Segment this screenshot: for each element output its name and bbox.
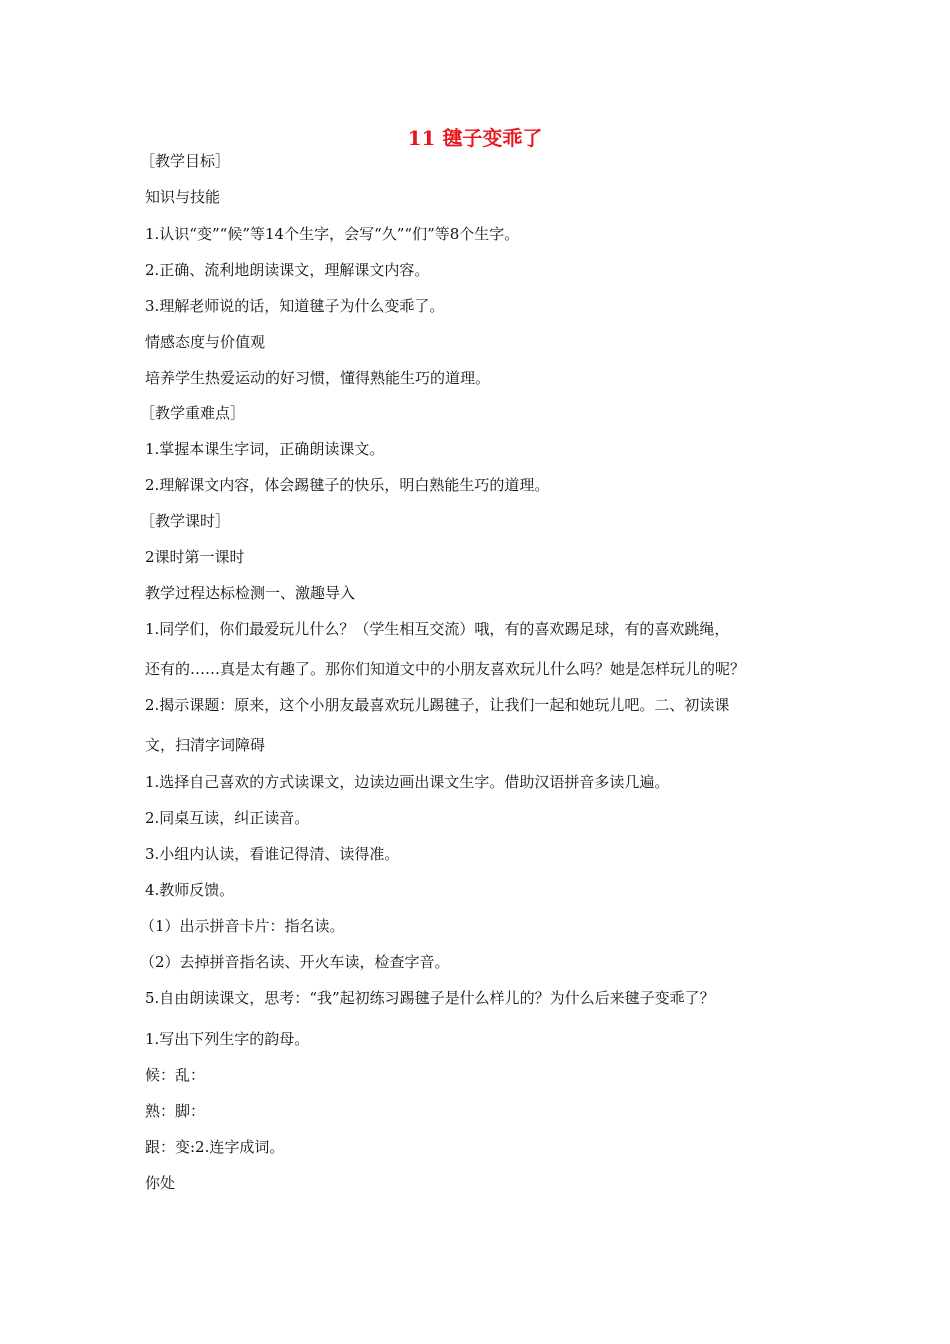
paragraph-line: 1.掌握本课生字词，正确朗读课文。 bbox=[145, 440, 385, 458]
paragraph-line: 3.理解老师说的话，知道毽子为什么变乖了。 bbox=[145, 297, 445, 315]
paragraph-line: 文，扫清字词障碍 bbox=[145, 736, 266, 754]
paragraph-line: 培养学生热爱运动的好习惯，懂得熟能生巧的道理。 bbox=[145, 369, 491, 387]
exercise-line: 熟：脚： bbox=[145, 1102, 206, 1120]
paragraph-line: 1.认识“变”“候”等14个生字，会写“久”“们”等8个生字。 bbox=[145, 225, 520, 243]
paragraph-line: （2）去掉拼音指名读、开火车读，检查字音。 bbox=[140, 953, 450, 971]
paragraph-line: 2.正确、流利地朗读课文，理解课文内容。 bbox=[145, 261, 430, 279]
paragraph-line: 2.揭示课题：原来，这个小朋友最喜欢玩儿踢毽子，让我们一起和她玩儿吧。二、初读课 bbox=[145, 696, 730, 714]
paragraph-line: 3.小组内认读，看谁记得清、读得准。 bbox=[145, 845, 400, 863]
paragraph-line: 2.同桌互读，纠正读音。 bbox=[145, 809, 310, 827]
paragraph-line: 1.同学们，你们最爱玩儿什么？（学生相互交流）哦，有的喜欢踢足球，有的喜欢跳绳， bbox=[145, 620, 730, 638]
section-heading-class-hours: ［教学课时］ bbox=[140, 512, 231, 530]
subheading-knowledge-skills: 知识与技能 bbox=[145, 188, 221, 206]
paragraph-line: 2.理解课文内容，体会踢毽子的快乐，明白熟能生巧的道理。 bbox=[145, 476, 550, 494]
exercise-line: 候：乱： bbox=[145, 1066, 206, 1084]
document-title: 11 毽子变乖了 bbox=[407, 126, 543, 150]
section-heading-key-points: ［教学重难点］ bbox=[140, 404, 246, 422]
exercise-line: 1.写出下列生字的韵母。 bbox=[145, 1030, 310, 1048]
paragraph-line: 教学过程达标检测一、激趣导入 bbox=[145, 584, 356, 602]
paragraph-line: （1）出示拼音卡片：指名读。 bbox=[140, 917, 345, 935]
paragraph-line: 2课时第一课时 bbox=[145, 548, 245, 566]
exercise-line: 跟：变:2.连字成词。 bbox=[145, 1138, 285, 1156]
paragraph-line: 5.自由朗读课文，思考：“我”起初练习踢毽子是什么样儿的？为什么后来毽子变乖了？ bbox=[145, 989, 715, 1007]
subheading-attitude-values: 情感态度与价值观 bbox=[145, 333, 266, 351]
paragraph-line: 还有的……真是太有趣了。那你们知道文中的小朋友喜欢玩儿什么吗？她是怎样玩儿的呢？ bbox=[145, 660, 746, 678]
paragraph-line: 1.选择自己喜欢的方式读课文，边读边画出课文生字。借助汉语拼音多读几遍。 bbox=[145, 773, 670, 791]
exercise-line: 你处 bbox=[145, 1174, 176, 1192]
section-heading-objectives: ［教学目标］ bbox=[140, 152, 231, 170]
paragraph-line: 4.教师反馈。 bbox=[145, 881, 235, 899]
